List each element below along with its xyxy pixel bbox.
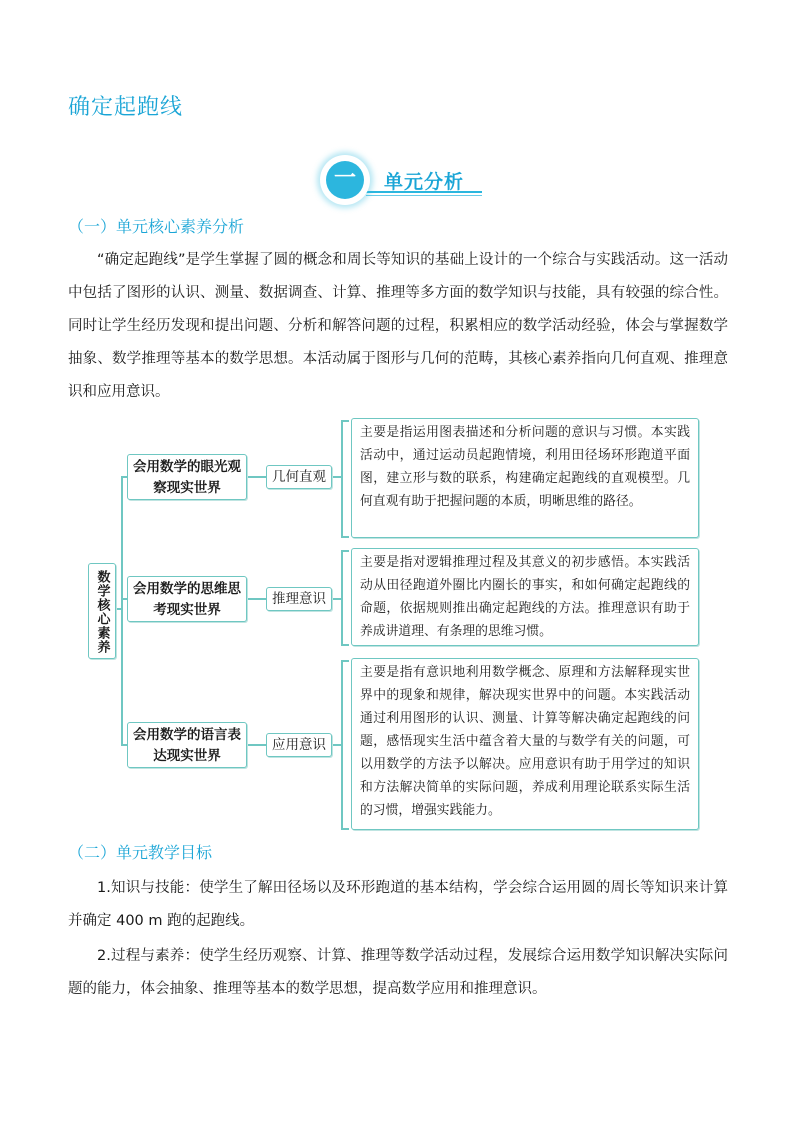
category-node-2: 会用数学的思维思考现实世界 xyxy=(127,576,247,622)
diagram-root-node: 数学核心素养 xyxy=(88,563,116,659)
bracket-2 xyxy=(341,550,343,646)
section-1-paragraph: “确定起跑线”是学生掌握了圆的概念和周长等知识的基础上设计的一个综合与实践活动。这一活动中包括了图形的认识、测量、数据调查、计算、推理等多方面的数学知识与技能，具有较强的综合性。同时让学生经历发现和提出问题、分析和解答问题的过程，积累相应的数学活动经验，体会与掌握数学抽象、数学推理等基本的数学思想。本活动属于图形与几何的范畴，其核心素养指向几何直观、推理意识和应用意识。 xyxy=(68,252,728,400)
category-node-3: 会用数学的语言表达现实世界 xyxy=(127,722,247,768)
connector-trunk xyxy=(121,477,123,745)
connector-cat-skill-2 xyxy=(248,598,266,600)
section-banner xyxy=(320,155,480,205)
skill-node-3: 应用意识 xyxy=(266,733,332,757)
bracket-1-bottom xyxy=(341,536,349,538)
bracket-1-top xyxy=(341,420,349,422)
skill-node-2: 推理意识 xyxy=(266,587,332,611)
bracket-3-bottom xyxy=(341,828,349,830)
description-node-1: 主要是指运用图表描述和分析问题的意识与习惯。本实践活动中，通过运动员起跑情境，利用田径场环形跑道平面图，建立形与数的联系，构建确定起跑线的直观模型。几何直观有助于把握问题的本质，明晰思维的路径。 xyxy=(351,418,699,538)
section-heading-1: （一）单元核心素养分析 xyxy=(68,217,245,236)
banner-underline-thin xyxy=(366,195,482,196)
bracket-2-bottom xyxy=(341,644,349,646)
description-node-2: 主要是指对逻辑推理过程及其意义的初步感悟。本实践活动从田径跑道外圈比内圈长的事实，和如何确定起跑线的命题，依据规则推出确定起跑线的方法。推理意识有助于养成讲道理、有条理的思维习惯。 xyxy=(351,548,699,646)
bracket-3 xyxy=(341,660,343,830)
banner-label: 单元分析 xyxy=(384,171,465,193)
goal-1: 1.知识与技能：使学生了解田径场以及环形跑道的基本结构，学会综合运用圆的周长等知识来计算并确定 400 m 跑的起跑线。 xyxy=(68,880,728,929)
category-node-1: 会用数学的眼光观察现实世界 xyxy=(127,454,247,500)
page-title: 确定起跑线 xyxy=(68,95,184,120)
goal-2: 2.过程与素养：使学生经历观察、计算、推理等数学活动过程，发展综合运用数学知识解决实际问题的能力，体会抽象、推理等基本的数学思想，提高数学应用和推理意识。 xyxy=(68,948,728,997)
description-node-3: 主要是指有意识地利用数学概念、原理和方法解释现实世界中的现象和规律，解决现实世界中的问题。本实践活动通过利用图形的认识、测量、计算等解决确定起跑线的问题，感悟现实生活中蕴含着大量的与数学有关的问题，可以用数学的方法予以解决。应用意识有助于用学过的知识和方法解决简单的实际问题，养成利用理论联系实际生活的习惯，增强实践能力。 xyxy=(351,658,699,830)
banner-badge xyxy=(320,155,370,205)
connector-cat-skill-1 xyxy=(248,476,266,478)
section-heading-2: （二）单元教学目标 xyxy=(68,843,213,862)
connector-cat-skill-3 xyxy=(248,744,266,746)
bracket-3-top xyxy=(341,660,349,662)
bracket-2-top xyxy=(341,550,349,552)
banner-number: 一 xyxy=(326,161,364,199)
skill-node-1: 几何直观 xyxy=(266,465,332,489)
bracket-1 xyxy=(341,420,343,538)
